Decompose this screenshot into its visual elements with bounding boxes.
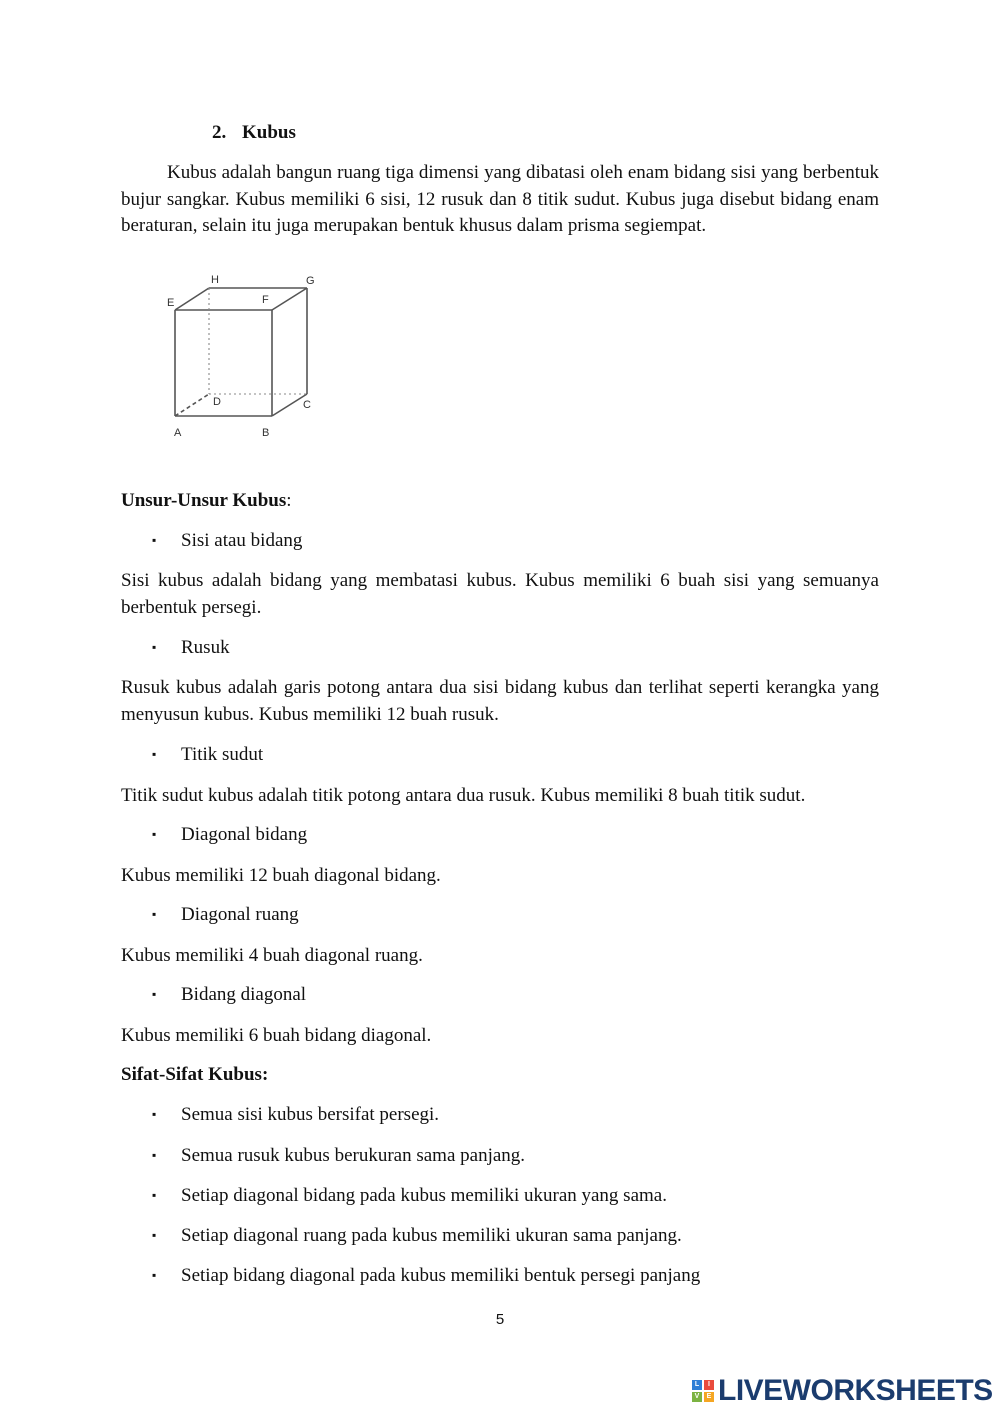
unsur-label: Diagonal bidang	[181, 824, 308, 845]
list-item	[152, 1265, 700, 1287]
bullet-mark: ▪	[152, 827, 157, 841]
intro-paragraph: Kubus adalah bangun ruang tiga dimensi yang dibatasi oleh enam bidang sisi yang berbentuk bujur sangkar. Kubus memiliki 6 sisi, 12 rusuk dan 8 titik sudut. Kubus juga disebut bidang enam beraturan, selain itu juga merupakan bentuk khusus dalam prisma segiempat.	[121, 162, 879, 236]
list-item	[152, 984, 306, 1006]
sifat-item: Setiap bidang diagonal pada kubus memiliki bentuk persegi panjang	[181, 1265, 701, 1286]
list-item	[152, 637, 230, 659]
unsur-label: Diagonal ruang	[181, 904, 299, 925]
list-item	[152, 530, 302, 552]
section-number: 2.	[212, 122, 227, 143]
bullet-mark: ▪	[152, 533, 157, 547]
unsur-description: Titik sudut kubus adalah titik potong antara dua rusuk. Kubus memiliki 8 buah titik sudut.	[121, 785, 806, 806]
unsur-label: Rusuk	[181, 637, 230, 658]
list-item	[152, 1225, 682, 1247]
list-item	[152, 744, 263, 766]
unsur-description: Sisi kubus adalah bidang yang membatasi kubus. Kubus memiliki 6 buah sisi yang semuanya berbentuk persegi.	[121, 570, 879, 618]
unsur-description: Kubus memiliki 4 buah diagonal ruang.	[121, 945, 423, 966]
edge-AD-hidden	[175, 394, 209, 416]
vertex-label-b: B	[262, 427, 270, 439]
sifat-item: Setiap diagonal ruang pada kubus memiliki ukuran sama panjang.	[181, 1225, 682, 1246]
bullet-mark: ▪	[152, 1228, 157, 1242]
vertex-label-a: A	[174, 427, 182, 439]
logo-letter: I	[704, 1380, 714, 1390]
liveworksheets-logo[interactable]	[692, 1374, 993, 1408]
vertex-label-c: C	[303, 399, 311, 411]
vertex-label-d: D	[213, 396, 221, 408]
logo-letter: L	[692, 1380, 702, 1390]
unsur-label: Bidang diagonal	[181, 984, 307, 1005]
bullet-mark: ▪	[152, 1188, 157, 1202]
edge-BC	[272, 394, 307, 416]
page-number: 5	[495, 1311, 505, 1328]
logo-icon	[692, 1380, 714, 1402]
bullet-mark: ▪	[152, 640, 157, 654]
list-item	[152, 904, 299, 926]
vertex-label-h: H	[211, 274, 219, 286]
bullet-mark: ▪	[152, 987, 157, 1001]
cube-figure	[162, 268, 332, 443]
logo-letter: E	[704, 1392, 714, 1402]
bullet-mark: ▪	[152, 907, 157, 921]
unsur-label: Titik sudut	[181, 744, 264, 765]
unsur-heading	[121, 490, 292, 512]
bullet-mark: ▪	[152, 1148, 157, 1162]
logo-letter: V	[692, 1392, 702, 1402]
bullet-mark: ▪	[152, 1268, 157, 1282]
vertex-label-e: E	[167, 297, 175, 309]
unsur-heading-text: Unsur-Unsur Kubus	[121, 490, 287, 511]
bullet-mark: ▪	[152, 747, 157, 761]
section-heading	[212, 122, 296, 144]
list-item	[152, 1104, 439, 1126]
list-item	[152, 1185, 667, 1207]
section-title: Kubus	[242, 122, 296, 143]
list-item	[152, 824, 307, 846]
sifat-heading: Sifat-Sifat Kubus:	[121, 1064, 269, 1085]
unsur-description: Rusuk kubus adalah garis potong antara dua sisi bidang kubus dan terlihat seperti kerangka yang menyusun kubus. Kubus memiliki 12 buah rusuk.	[121, 677, 879, 725]
edge-EH	[175, 288, 209, 310]
edge-FG	[272, 288, 307, 310]
sifat-item: Semua rusuk kubus berukuran sama panjang.	[181, 1145, 526, 1166]
logo-brand-text: LIVEWORKSHEETS	[718, 1374, 993, 1407]
vertex-label-g: G	[306, 275, 315, 287]
list-item	[152, 1145, 525, 1167]
bullet-mark: ▪	[152, 1107, 157, 1121]
unsur-description: Kubus memiliki 12 buah diagonal bidang.	[121, 865, 441, 886]
sifat-item: Semua sisi kubus bersifat persegi.	[181, 1104, 440, 1125]
vertex-label-f: F	[262, 294, 269, 306]
sifat-item: Setiap diagonal bidang pada kubus memiliki ukuran yang sama.	[181, 1185, 667, 1206]
unsur-label: Sisi atau bidang	[181, 530, 303, 551]
unsur-description: Kubus memiliki 6 buah bidang diagonal.	[121, 1025, 432, 1046]
unsur-heading-colon: :	[286, 490, 292, 511]
